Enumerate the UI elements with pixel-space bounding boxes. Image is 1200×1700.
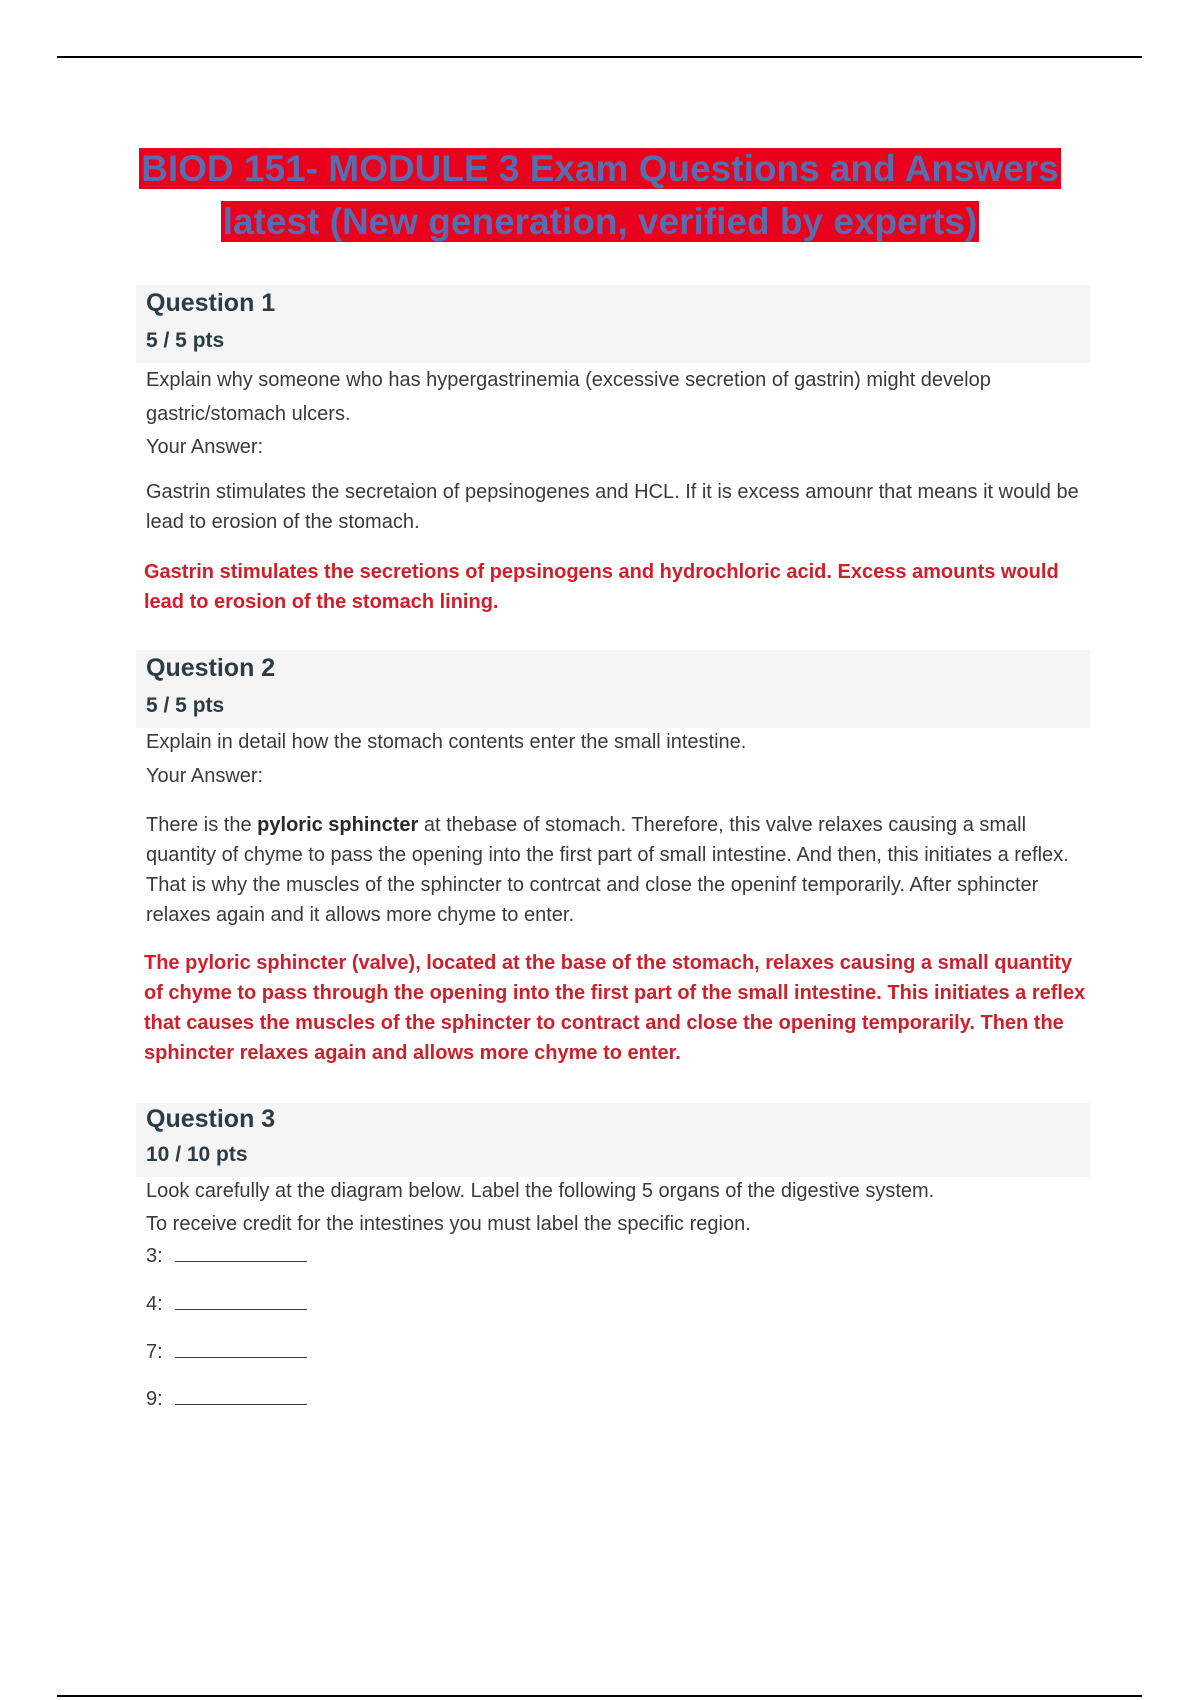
question-2-student-answer bbox=[146, 810, 1091, 930]
pyloric-sphincter-term: pyloric sphincter bbox=[257, 814, 419, 836]
bottom-rule bbox=[57, 1695, 1142, 1697]
document-title bbox=[0, 142, 1200, 248]
question-1-prompt: Explain why someone who has hypergastrinemia (excessive secretion of gastrin) might develop gastric/stomach ulcers. bbox=[146, 369, 991, 425]
question-3-header bbox=[136, 1103, 1090, 1177]
question-3-points: 10 / 10 pts bbox=[146, 1143, 248, 1166]
label-blank-number: 3: bbox=[146, 1245, 163, 1267]
label-blank-4[interactable] bbox=[146, 1293, 307, 1316]
blank-line[interactable] bbox=[175, 1357, 307, 1358]
question-3-title: Question 3 bbox=[146, 1105, 276, 1133]
blank-line[interactable] bbox=[175, 1309, 307, 1310]
question-3-prompt-line-1: Look carefully at the diagram below. Label the following 5 organs of the digestive system. bbox=[146, 1180, 935, 1202]
question-1-correct-answer: Gastrin stimulates the secretions of pepsinogens and hydrochloric acid. Excess amounts would lead to erosion of the stomach lining. bbox=[144, 561, 1059, 613]
title-line-1: BIOD 151- MODULE 3 Exam Questions and Answers bbox=[141, 148, 1059, 189]
label-blank-9[interactable] bbox=[146, 1388, 307, 1411]
answer-text-start: There is the bbox=[146, 814, 258, 836]
question-1-your-answer-label: Your Answer: bbox=[146, 436, 264, 458]
label-blank-3[interactable] bbox=[146, 1245, 307, 1268]
label-blank-number: 7: bbox=[146, 1341, 163, 1363]
label-blank-number: 4: bbox=[146, 1293, 163, 1315]
blank-line[interactable] bbox=[175, 1261, 307, 1262]
top-rule bbox=[57, 56, 1142, 58]
question-1-header bbox=[136, 285, 1090, 363]
question-1-title: Question 1 bbox=[146, 289, 276, 317]
question-1-student-answer: Gastrin stimulates the secretaion of pepsinogenes and HCL. If it is excess amounr that means it would be lead to erosion of the stomach. bbox=[146, 481, 1079, 533]
question-2-header bbox=[136, 650, 1090, 728]
question-2-points: 5 / 5 pts bbox=[146, 694, 225, 717]
question-2-your-answer-label: Your Answer: bbox=[146, 765, 264, 787]
question-3-prompt-line-2: To receive credit for the intestines you must label the specific region. bbox=[146, 1213, 751, 1235]
question-1-points: 5 / 5 pts bbox=[146, 329, 225, 352]
blank-line[interactable] bbox=[175, 1404, 307, 1405]
label-blank-7[interactable] bbox=[146, 1341, 307, 1364]
title-line-2: latest (New generation, verified by experts) bbox=[222, 201, 978, 242]
label-blank-number: 9: bbox=[146, 1388, 163, 1410]
question-2-title: Question 2 bbox=[146, 654, 276, 682]
answer-text-rest: at thebase of stomach. Therefore, this valve relaxes causing a small quantity of chyme to pass the opening into the first part of small intestine. And then, this initiates a reflex. That is why the muscles of the sphincter to contrcat and close the openinf temporarily. After sphincter relaxes again and it allows more chyme to enter. bbox=[146, 814, 1069, 926]
question-2-prompt: Explain in detail how the stomach contents enter the small intestine. bbox=[146, 731, 747, 753]
question-2-correct-answer: The pyloric sphincter (valve), located at the base of the stomach, relaxes causing a small quantity of chyme to pass through the opening into the first part of the small intestine. This initiates a reflex that causes the muscles of the sphincter to contract and close the opening temporarily. Then the sphincter relaxes again and allows more chyme to enter. bbox=[144, 952, 1086, 1064]
